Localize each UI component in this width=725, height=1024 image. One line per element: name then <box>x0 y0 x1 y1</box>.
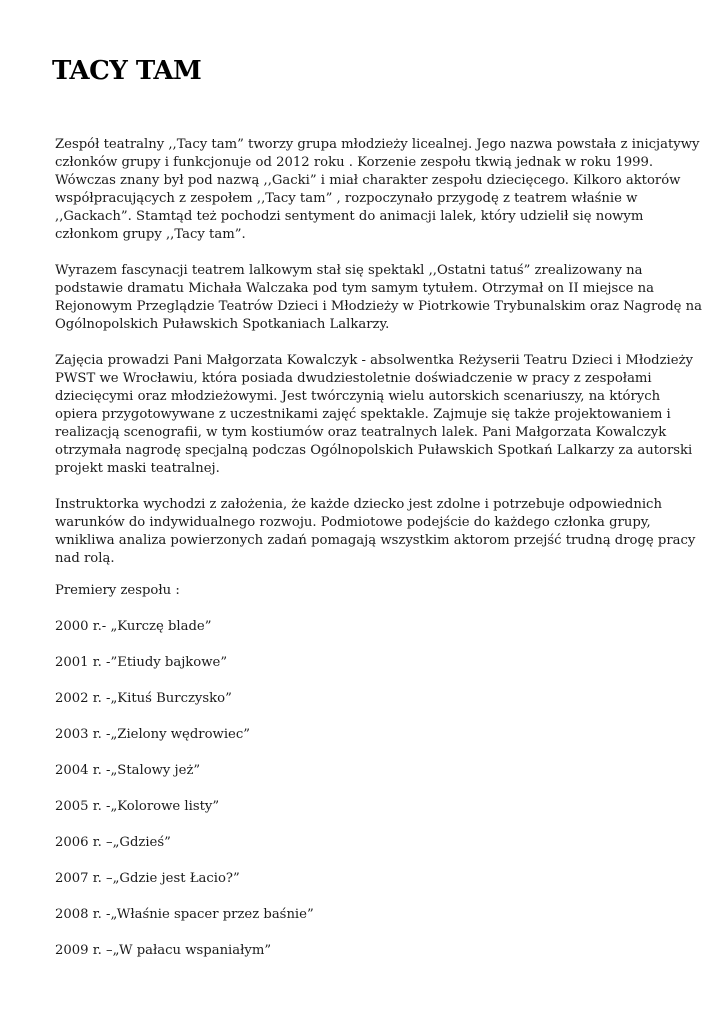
premieres-list <box>55 582 695 978</box>
list-item: 2002 r. -„Kituś Burczysko” <box>55 691 232 706</box>
list-item: 2007 r. –„Gdzie jest Łacio?” <box>55 871 240 886</box>
list-item: 2006 r. –„Gdzieś” <box>55 835 171 850</box>
list-item: 2005 r. -„Kolorowe listy” <box>55 799 220 814</box>
list-item: 2004 r. -„Stalowy jeż” <box>55 763 201 778</box>
page-title: TACY TAM <box>52 56 202 86</box>
paragraph-puppet-theatre: Wyrazem fascynacji teatrem lalkowym stał się spektakl ,,Ostatni tatuś” zrealizowany na podstawie dramatu Michała Walczaka pod tym samym tytułem. Otrzymał on II miejsce na Rejonowym Przeglądzie Teatrów Dzieci i Młodzieży w Piotrkowie Trybunalskim oraz Nagrodę na Ogólnopolskich Puławskich Spotkaniach Lalkarzy. <box>55 263 703 332</box>
list-item: 2001 r. -”Etiudy bajkowe” <box>55 655 228 670</box>
article-body <box>55 136 705 586</box>
list-item: 2008 r. -„Właśnie spacer przez baśnie” <box>55 907 314 922</box>
paragraph-approach: Instruktorka wychodzi z założenia, że każde dziecko jest zdolne i potrzebuje odpowiednich warunków do indywidualnego rozwoju. Podmiotowe podejście do każdego członka grupy, wnikliwa analiza powierzonych zadań pomagają wszystkim aktorom przejść trudną drogę pracy nad rolą. <box>55 497 696 566</box>
paragraph-instructor: Zajęcia prowadzi Pani Małgorzata Kowalczyk - absolwentka Reżyserii Teatru Dzieci i Młodzieży PWST we Wrocławiu, która posiada dwudziestoletnie doświadczenie w pracy z zespołami dziecięcymi oraz młodzieżowymi. Jest twórczynią wielu autorskich scenariuszy, na których opiera przygotowywane z uczestnikami zajęć spektakle. Zajmuje się także projektowaniem i realizacją scenografii, w tym kostiumów oraz teatralnych lalek. Pani Małgorzata Kowalczyk otrzymała nagrodę specjalną podczas Ogólnopolskich Puławskich Spotkań Lalkarzy za autorski projekt maski teatralnej. <box>55 353 693 476</box>
premieres-heading: Premiery zespołu : <box>55 583 180 598</box>
list-item: 2009 r. –„W pałacu wspaniałym” <box>55 943 272 958</box>
paragraph-history: Zespół teatralny ,,Tacy tam” tworzy grupa młodzieży licealnej. Jego nazwa powstała z inicjatywy członków grupy i funkcjonuje od 2012 roku . Korzenie zespołu tkwią jednak w roku 1999. Wówczas znany był pod nazwą ,,Gacki” i miał charakter zespołu dziecięcego. Kilkoro aktorów współpracujących z zespołem ,,Tacy tam” , rozpoczynało przygodę z teatrem właśnie w ,,Gackach”. Stamtąd też pochodzi sentyment do animacji lalek, który udzielił się nowym członkom grupy ,,Tacy tam”. <box>55 137 700 242</box>
list-item: 2003 r. -„Zielony wędrowiec” <box>55 727 250 742</box>
list-item: 2000 r.- „Kurczę blade” <box>55 619 212 634</box>
